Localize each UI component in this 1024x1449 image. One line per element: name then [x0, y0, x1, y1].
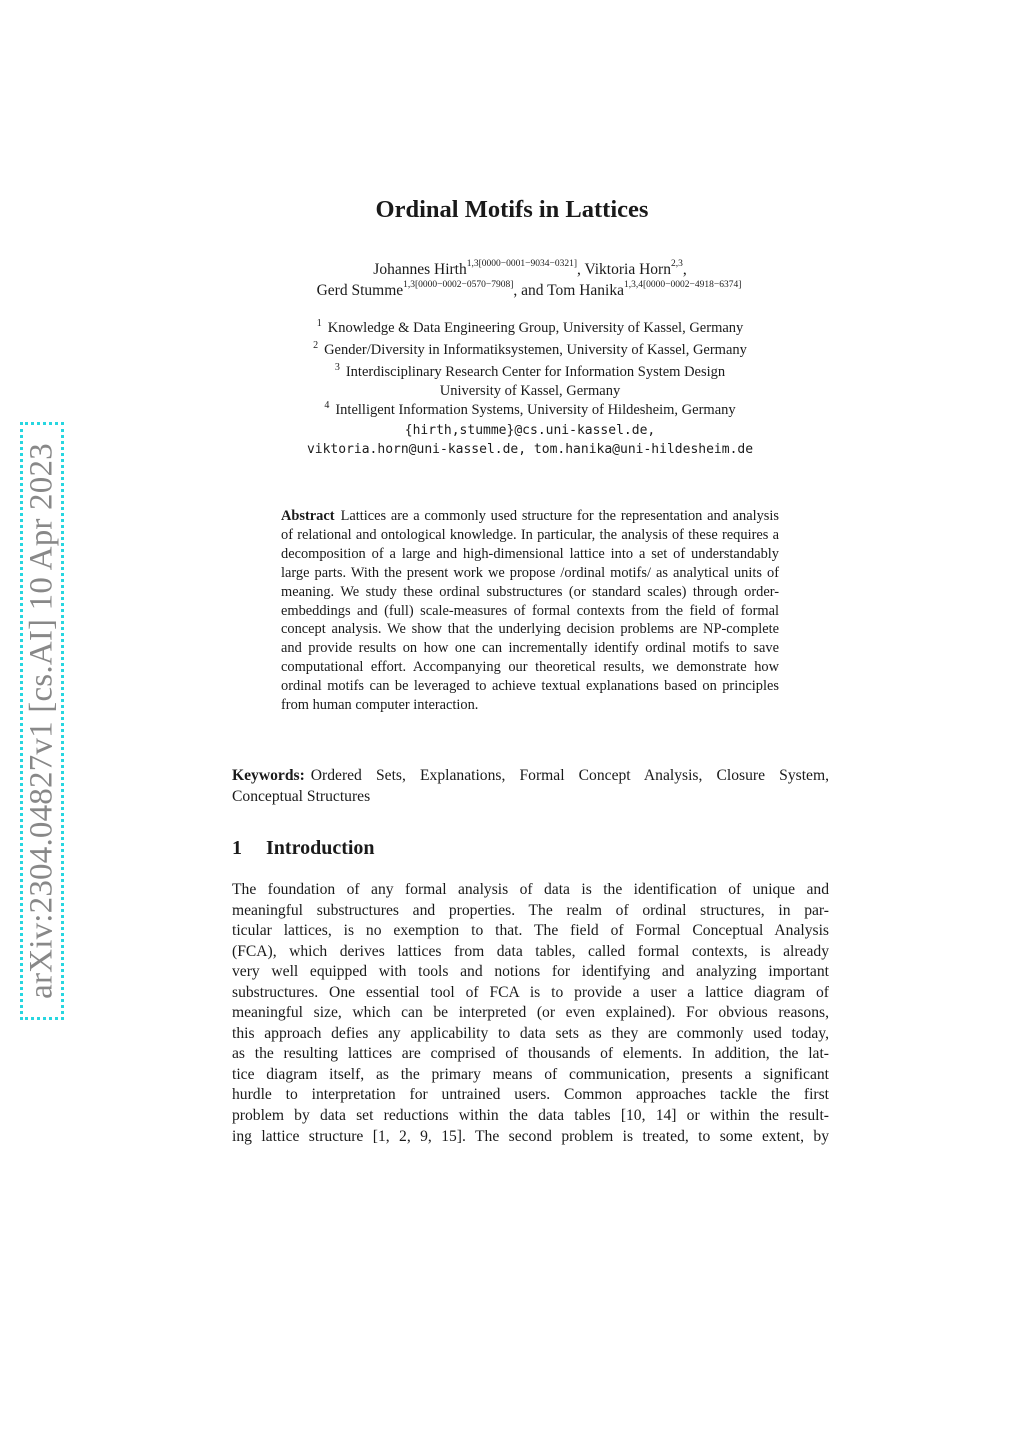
body-line: very well equipped with tools and notions for identifying and analyzing important — [232, 963, 829, 981]
paper-title: Ordinal Motifs in Lattices — [375, 196, 649, 223]
body-line: substructures. One essential tool of FCA is to provide a user a lattice diagram of — [232, 983, 829, 1001]
affiliation-text: Intelligent Information Systems, University of Hildesheim, Germany — [335, 402, 736, 418]
email-line-2: viktoria.horn@uni-kassel.de, tom.hanika@uni-hildesheim.de — [306, 442, 754, 457]
body-line: as the resulting lattices are comprised of thousands of elements. In addition, the lat- — [232, 1045, 829, 1063]
affiliation-number: 3 — [334, 362, 340, 374]
author-separator: , and — [513, 282, 548, 299]
affiliation-number: 2 — [313, 340, 319, 352]
abstract-label: Abstract — [281, 508, 335, 524]
affiliation-text: Knowledge & Data Engineering Group, University of Kassel, Germany — [327, 320, 744, 336]
affiliation-2 — [0, 342, 1024, 359]
body-line: problem by data set reductions within the data tables [10, 14] or within the result- — [232, 1107, 829, 1125]
author-affil-orcid: 1,3[0000−0002−0570−7908] — [403, 279, 514, 290]
affiliation-number: 4 — [324, 400, 330, 412]
body-line: meaningful size, which can be interpreted (or even explained). For obvious reasons, — [232, 1004, 829, 1022]
keywords-label: Keywords: — [232, 767, 305, 784]
body-line: meaningful substructures and properties. The realm of ordinal structures, in par- — [232, 901, 829, 919]
author-name: Viktoria Horn — [584, 261, 671, 278]
abstract — [281, 507, 779, 715]
affiliation-number: 1 — [316, 318, 322, 330]
section-title: Introduction — [266, 837, 375, 859]
affiliation-1 — [0, 320, 1024, 337]
author-name: Gerd Stumme — [316, 282, 404, 299]
author-separator: , — [577, 261, 585, 278]
affiliation-4 — [0, 402, 1024, 419]
body-line: (FCA), which derives lattices from data tables, called formal contexts, is already — [232, 942, 829, 960]
section-heading — [232, 837, 375, 860]
body-line: tice diagram itself, as the primary means of communication, presents a significant — [232, 1065, 829, 1083]
keywords — [232, 766, 829, 807]
arxiv-identifier: arXiv:2304.04827v1 [cs.AI] 10 Apr 2023 — [23, 443, 60, 999]
body-line: hurdle to interpretation for untrained users. Common approaches tackle the first — [232, 1086, 829, 1104]
affiliation-text: University of Kassel, Germany — [439, 383, 621, 399]
author-name: Tom Hanika — [547, 282, 624, 299]
arxiv-stamp — [20, 422, 64, 1020]
email-line-1: {hirth,stumme}@cs.uni-kassel.de, — [404, 423, 656, 438]
body-line: this approach defies any applicability to data sets as they are commonly used today, — [232, 1024, 829, 1042]
body-line: ing lattice structure [1, 2, 9, 15]. The second problem is treated, to some extent, by — [232, 1127, 829, 1145]
affiliation-text: Gender/Diversity in Informatiksystemen, University of Kassel, Germany — [324, 342, 747, 358]
affiliation-text: Interdisciplinary Research Center for Information System Design — [345, 364, 726, 380]
author-affil-orcid: 1,3,4[0000−0002−4918−6374] — [623, 279, 742, 290]
author-affil-orcid: 1,3[0000−0001−9034−0321] — [466, 258, 577, 269]
author-line-1 — [0, 258, 1024, 279]
keywords-text: Ordered Sets, Explanations, Formal Concept Analysis, Closure System, Conceptual Structures — [232, 767, 829, 805]
abstract-text: Lattices are a commonly used structure for the representation and analysis of relational and ontological knowledge. In particular, the analysis of these requires a decomposition of a large and high-dimensional lattice into a set of understandably large parts. With the present work we propose /ordinal motifs/ as analytical units of meaning. We study these ordinal substructures (or standard scales) through order-embeddings and (full) scale-measures of formal contexts from the field of formal concept analysis. We show that the underlying decision problems are NP-complete and provide results on how one can incrementally identify ordinal motifs to save computational effort. Accompanying our theoretical results, we demonstrate how ordinal motifs can be leveraged to achieve textual explanations based on principles from human computer interaction. — [281, 508, 779, 714]
author-line-2 — [0, 279, 1024, 300]
body-line: The foundation of any formal analysis of data is the identification of unique and — [232, 881, 829, 898]
introduction-body — [232, 880, 829, 1147]
affiliation-3-continued — [0, 383, 1024, 400]
affiliation-3 — [0, 364, 1024, 381]
author-affil-orcid: 2,3 — [670, 258, 683, 269]
section-number: 1 — [232, 837, 242, 859]
author-separator: , — [682, 261, 687, 278]
body-line: ticular lattices, is no exemption to that. The field of Formal Conceptual Analysis — [232, 922, 829, 940]
author-name: Johannes Hirth — [373, 261, 467, 278]
